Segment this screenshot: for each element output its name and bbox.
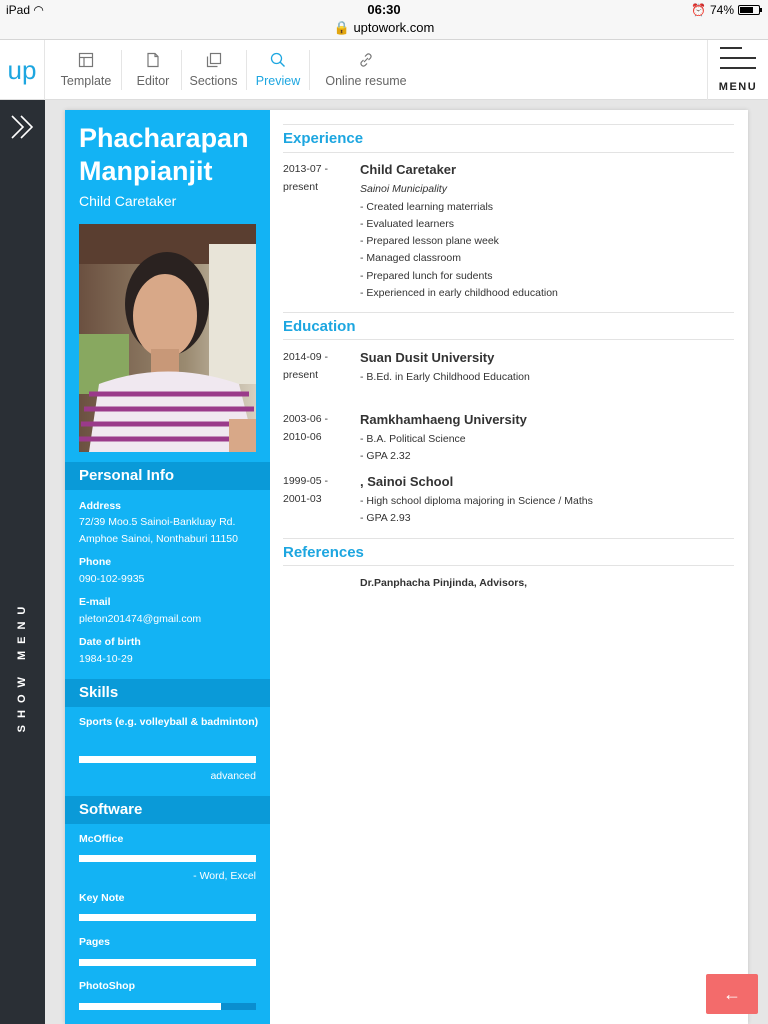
resume-job-title: Child Caretaker xyxy=(79,193,177,209)
experience-title: Child Caretaker xyxy=(360,162,457,177)
education-entry xyxy=(360,474,730,528)
tab-template[interactable]: Template xyxy=(55,40,117,100)
sections-icon xyxy=(206,52,222,68)
education-school: , Sainoi School xyxy=(360,474,454,489)
experience-line: - Evaluated learners xyxy=(360,217,454,230)
education-entry xyxy=(360,350,730,386)
education-line: - GPA 2.32 xyxy=(360,450,411,463)
experience-entry xyxy=(360,162,730,302)
education-line: - B.A. Political Science xyxy=(360,433,466,445)
software-name: Pages xyxy=(79,936,110,948)
device-label: iPad ◠ xyxy=(6,3,44,17)
education-school: Suan Dusit University xyxy=(360,350,495,365)
battery-icon xyxy=(738,5,760,15)
references-heading: References xyxy=(283,538,734,566)
resume-main xyxy=(270,110,748,1024)
battery-status xyxy=(691,3,760,17)
resume-name: Phacharapan Manpianjit xyxy=(79,123,249,186)
skills-heading: Skills xyxy=(65,679,270,707)
phone-value: 090-102-9935 xyxy=(79,573,145,585)
experience-line: - Experienced in early childhood education xyxy=(360,286,558,299)
dob-label: Date of birth xyxy=(79,636,141,648)
phone-label: Phone xyxy=(79,556,112,568)
software-name: Key Note xyxy=(79,892,125,904)
dob-value: 1984-10-29 xyxy=(79,653,133,665)
clock: 06:30 xyxy=(367,2,401,17)
education-entry xyxy=(360,412,730,466)
template-icon xyxy=(78,52,94,68)
experience-line: - Created learning materrials xyxy=(360,200,494,213)
software-heading: Software xyxy=(65,796,270,824)
education-line: - B.Ed. in Early Childhood Education xyxy=(360,371,530,383)
personal-info-heading: Personal Info xyxy=(65,462,270,490)
education-dates: 2014-09 - present xyxy=(283,351,328,381)
hamburger-icon xyxy=(720,47,756,77)
reference-entry: Dr.Panphacha Pinjinda, Advisors, xyxy=(360,577,528,589)
tab-preview[interactable]: Preview xyxy=(252,40,304,100)
editor-toolbar xyxy=(0,40,768,100)
menu-button[interactable]: MENU xyxy=(707,40,768,100)
skill-name: Sports (e.g. volleyball & badminton) xyxy=(79,716,259,728)
education-dates: 2003-06 - 2010-06 xyxy=(283,413,328,443)
tab-editor[interactable]: Editor xyxy=(128,40,178,100)
software-level-bar xyxy=(79,855,256,862)
software-level-bar xyxy=(79,1003,256,1010)
software-name: McOffice xyxy=(79,833,124,845)
software-name: PhotoShop xyxy=(79,980,135,992)
address-line-2: Amphoe Sainoi, Nonthaburi 11150 xyxy=(79,533,238,545)
experience-line: - Managed classroom xyxy=(360,252,461,265)
address-label: Address xyxy=(79,500,122,512)
link-icon xyxy=(358,52,374,68)
tab-online-resume[interactable]: Online resume xyxy=(320,40,412,100)
back-arrow-icon: ← xyxy=(723,983,741,1004)
skill-level-bar xyxy=(79,756,256,763)
wifi-icon: ◠ xyxy=(33,3,44,17)
skill-level-note: advanced xyxy=(210,770,256,782)
experience-heading: Experience xyxy=(283,125,734,153)
battery-percent: 74% xyxy=(709,3,734,17)
side-menu-strip[interactable] xyxy=(0,100,45,1024)
education-heading: Education xyxy=(283,312,734,340)
search-icon xyxy=(270,52,286,68)
status-bar xyxy=(0,0,768,40)
experience-employer: Sainoi Municipality xyxy=(360,183,447,195)
tab-sections[interactable]: Sections xyxy=(186,40,241,100)
experience-dates: 2013-07 - present xyxy=(283,163,328,193)
software-level-bar xyxy=(79,959,256,966)
education-line: - GPA 2.93 xyxy=(360,512,411,525)
education-school: Ramkhamhaeng University xyxy=(360,412,527,427)
education-dates: 1999-05 - 2001-03 xyxy=(283,475,328,505)
alarm-icon: ⏰ xyxy=(691,3,706,17)
show-menu-toggle[interactable]: SHOW MENU xyxy=(16,599,28,733)
software-level-bar xyxy=(79,914,256,921)
profile-photo xyxy=(79,224,256,452)
email-value: pleton201474@gmail.com xyxy=(79,613,202,625)
experience-line: - Prepared lunch for sudents xyxy=(360,269,493,282)
address-line-1: 72/39 Moo.5 Sainoi-Bankluay Rd. xyxy=(79,516,236,528)
address-bar[interactable]: 🔒 uptowork.com xyxy=(333,20,435,35)
double-chevron-right-icon[interactable] xyxy=(10,114,36,140)
email-label: E-mail xyxy=(79,596,111,608)
resume-preview xyxy=(65,110,748,1024)
logo[interactable]: up xyxy=(0,40,45,100)
resume-sidebar xyxy=(65,110,270,1024)
back-button[interactable] xyxy=(706,974,758,1014)
software-note: - Word, Excel xyxy=(193,870,256,882)
education-line: - High school diploma majoring in Science / Maths xyxy=(360,495,593,507)
experience-line: - Prepared lesson plane week xyxy=(360,235,499,248)
document-icon xyxy=(145,52,161,68)
